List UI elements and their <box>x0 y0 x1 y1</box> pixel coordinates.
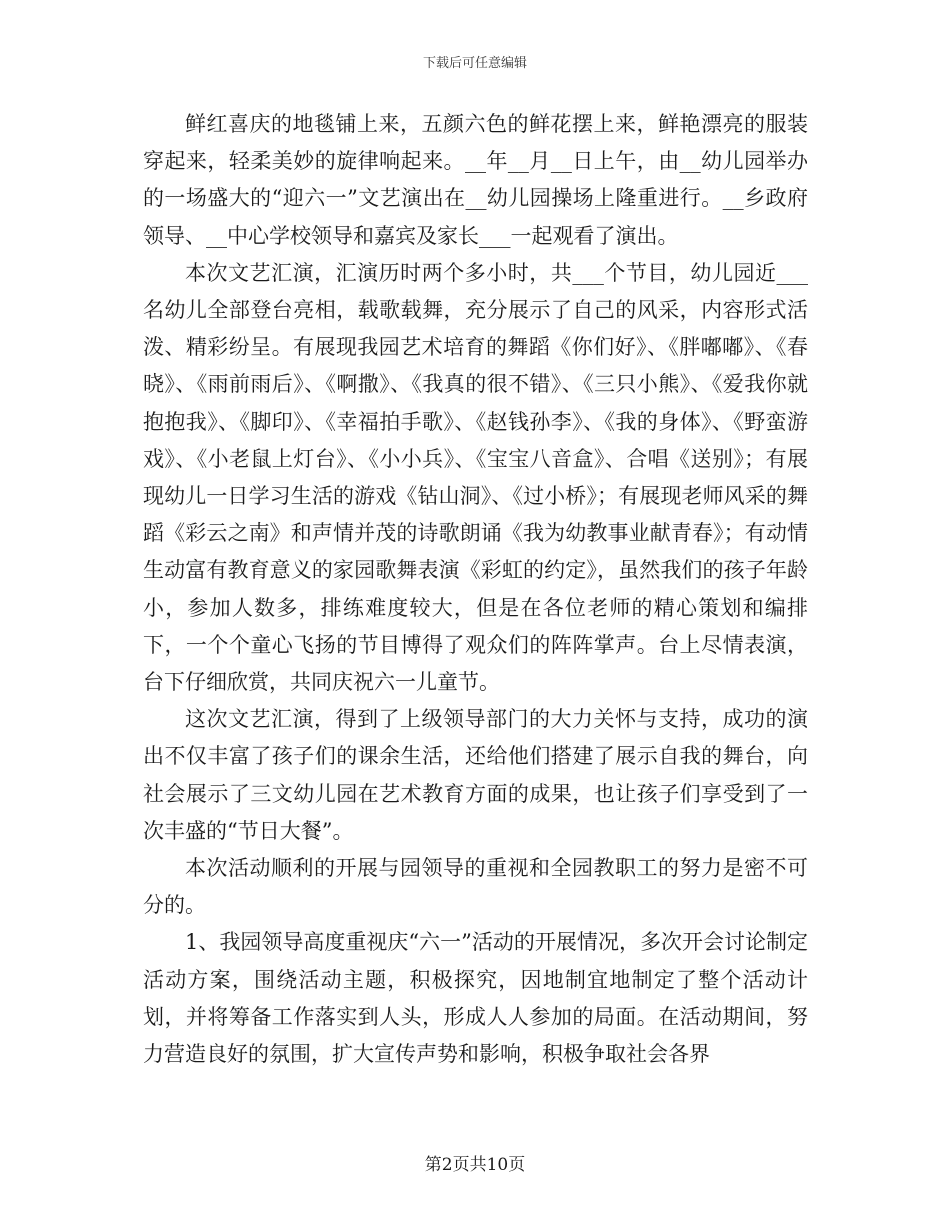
paragraph-1: 鲜红喜庆的地毯铺上来，五颜六色的鲜花摆上来，鲜艳漂亮的服装穿起来，轻柔美妙的旋律响起来。__年__月__日上午，由__幼儿园举办的一场盛大的“迎六一”文艺演出在__幼儿园操场上隆重进行。__乡政府领导、__中心学校领导和嘉宾及家长___一起观看了演出。 <box>143 112 808 248</box>
paragraph-5: 1、我园领导高度重视庆“六一”活动的开展情况，多次开会讨论制定活动方案，围绕活动主题，积极探究，因地制宜地制定了整个活动计划，并将筹备工作落实到人头，形成人人参加的局面。在活动期间，努力营造良好的氛围，扩大宣传声势和影响，积极争取社会各界 <box>143 930 808 1067</box>
document-body <box>143 106 808 1073</box>
paragraph-3: 这次文艺汇演，得到了上级领导部门的大力关怀与支持，成功的演出不仅丰富了孩子们的课余生活，还给他们搭建了展示自我的舞台，向社会展示了三文幼儿园在艺术教育方面的成果，也让孩子们享受到了一次丰盛的“节日大餐”。 <box>143 707 808 843</box>
page-header: 下载后可任意编辑 <box>422 56 527 71</box>
paragraph-2: 本次文艺汇演，汇演历时两个多小时，共___个节目，幼儿园近___名幼儿全部登台亮相，载歌载舞，充分展示了自己的风采，内容形式活泼、精彩纷呈。有展现我园艺术培育的舞蹈《你们好》、《胖嘟嘟》、《春晓》、《雨前雨后》、《啊撒》、《我真的很不错》、《三只小熊》、《爱我你就抱抱我》、《脚印》、《幸福拍手歌》、《赵钱孙李》、《我的身体》、《野蛮游戏》、《小老鼠上灯台》、《小小兵》、《宝宝八音盒》、合唱《送别》；有展现幼儿一日学习生活的游戏《钻山洞》、《过小桥》；有展现老师风采的舞蹈《彩云之南》和声情并茂的诗歌朗诵《我为幼教事业献青春》；有动情生动富有教育意义的家园歌舞表演《彩虹的约定》，虽然我们的孩子年龄小，参加人数多，排练难度较大，但是在各位老师的精心策划和编排下，一个个童心飞扬的节目博得了观众们的阵阵掌声。台上尽情表演，台下仔细欣赏，共同庆祝六一儿童节。 <box>143 260 808 695</box>
paragraph-4: 本次活动顺利的开展与园领导的重视和全园教职工的努力是密不可分的。 <box>143 856 808 918</box>
page-footer: 第2页共10页 <box>424 1155 526 1175</box>
